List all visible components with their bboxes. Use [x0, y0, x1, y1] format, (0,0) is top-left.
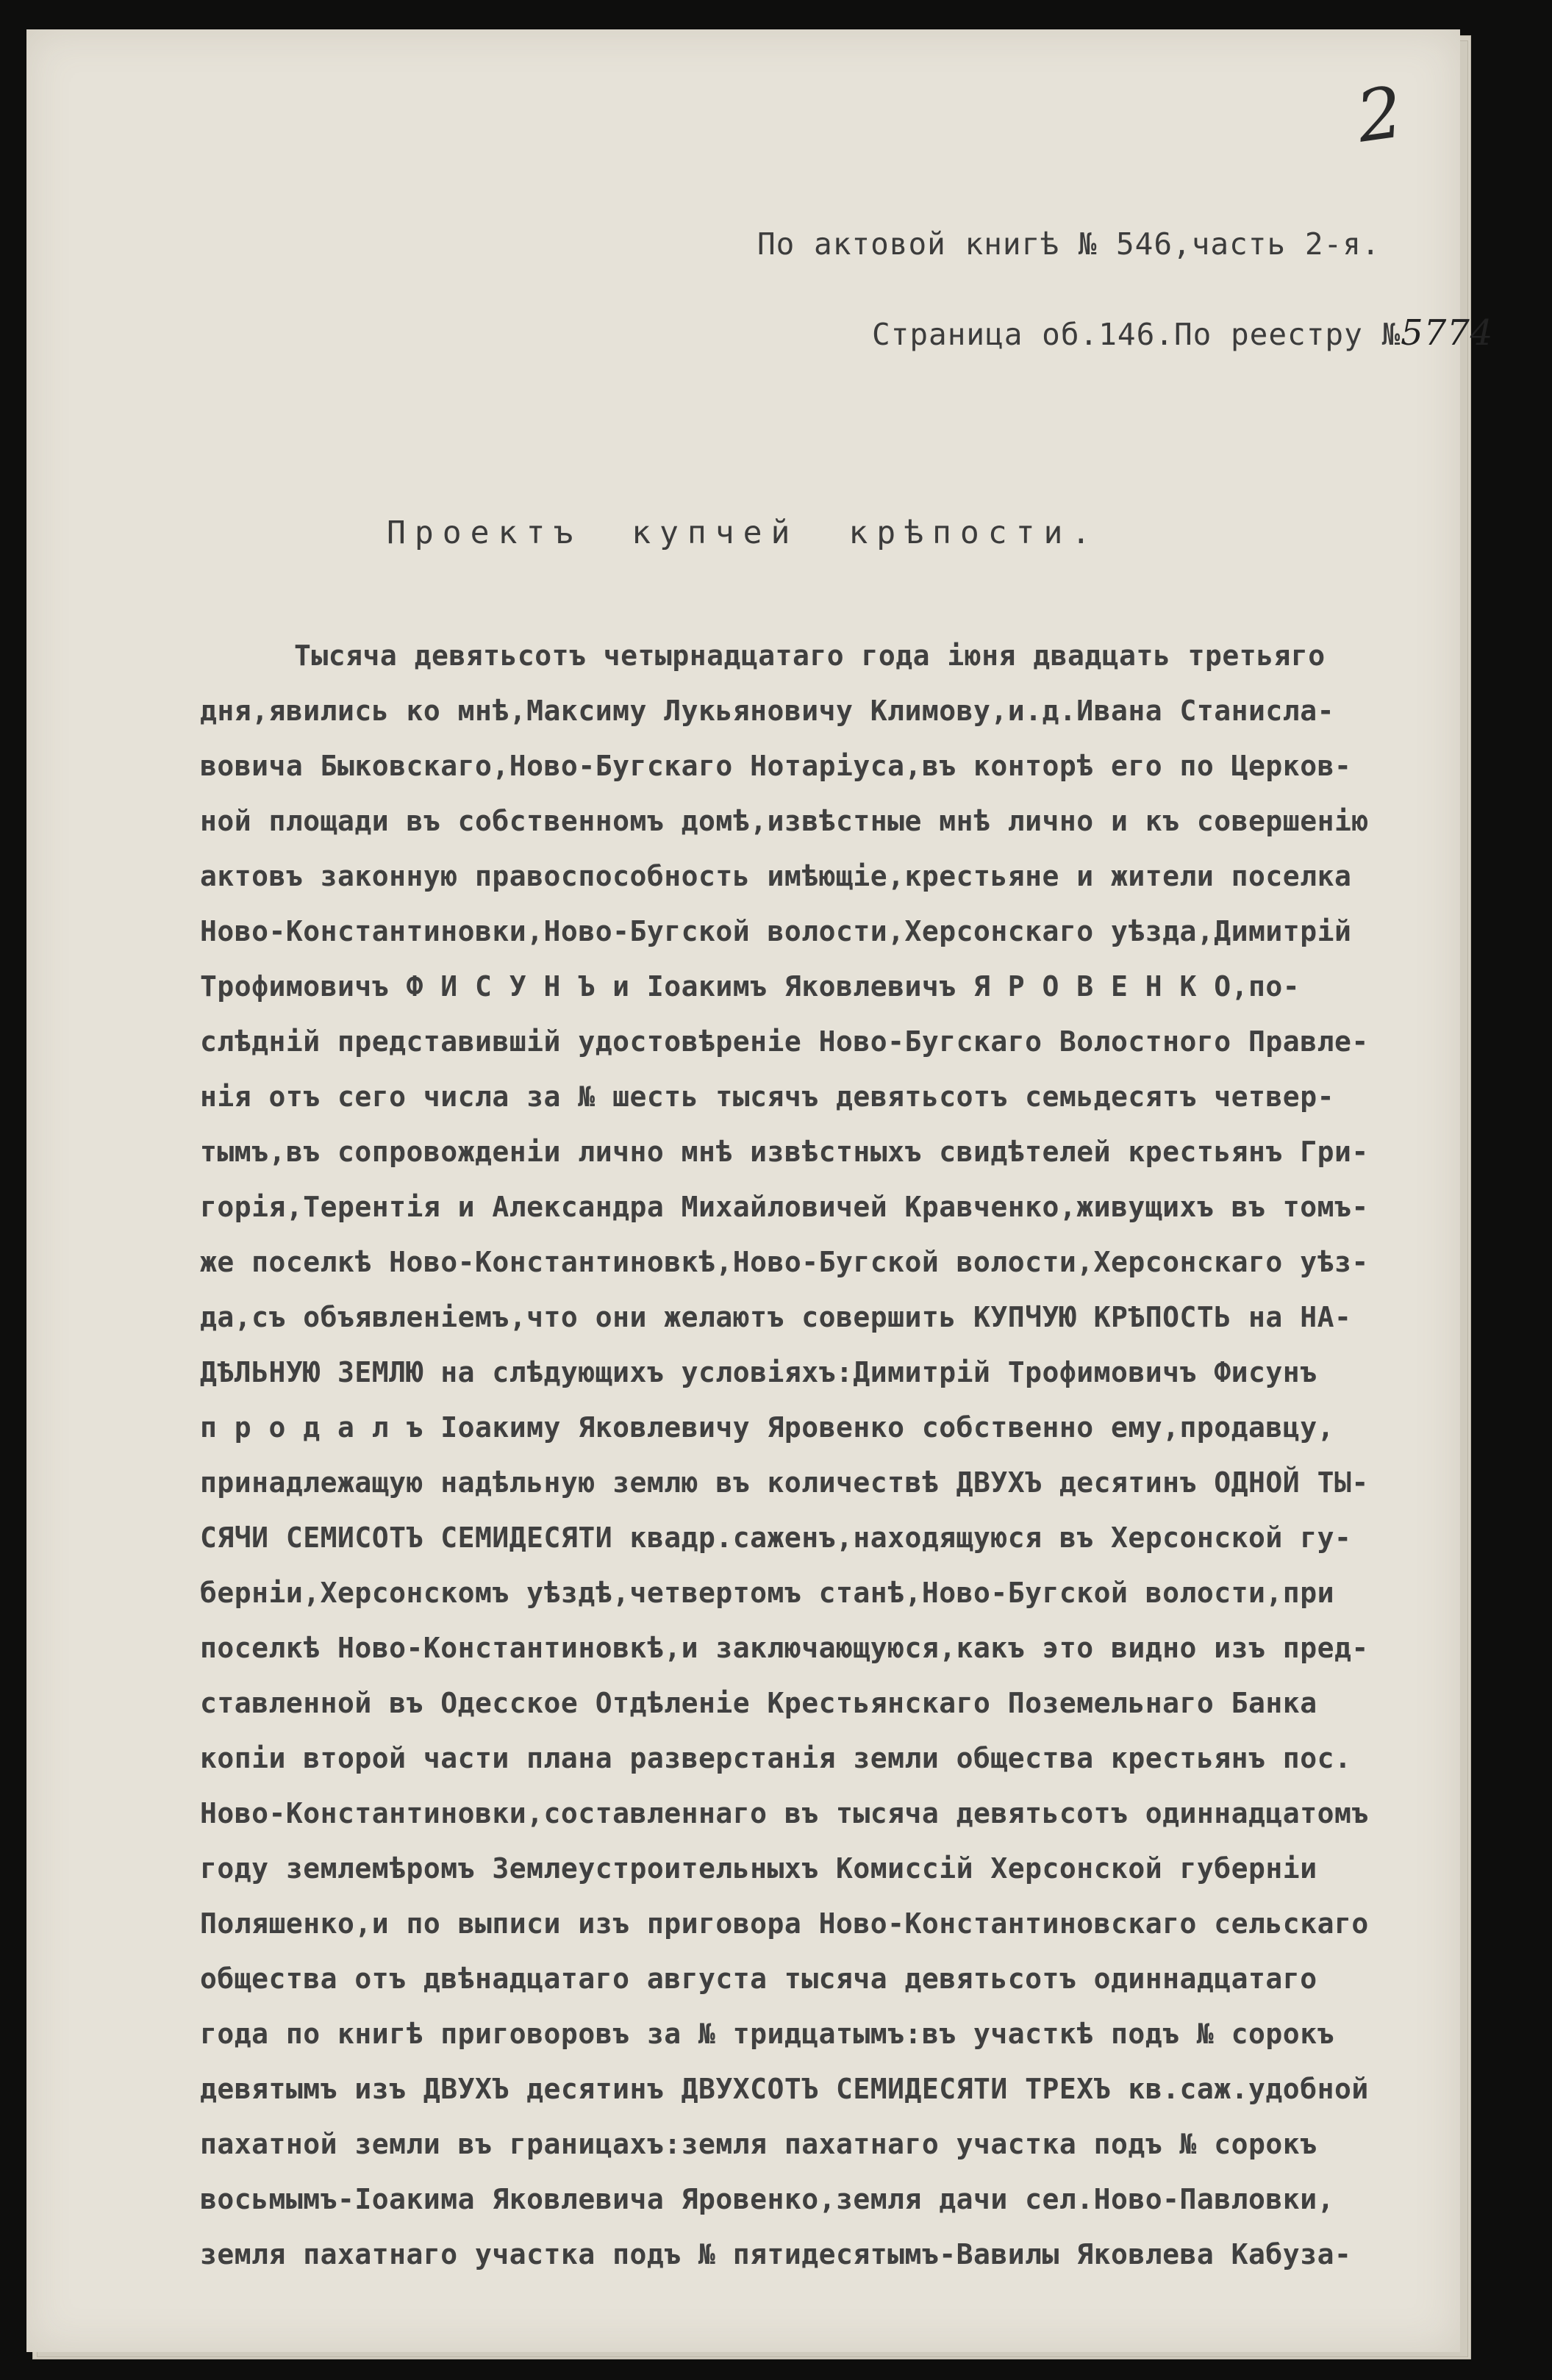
text-line: копiи второй части плана разверстанiя земли общества крестьянъ пос. [200, 1742, 1352, 1774]
handwritten-page-number: 2 [1351, 71, 1408, 159]
text-line: слѣднiй представившiй удостовѣренiе Ново-Бугскаго Волостного Правле- [200, 1025, 1369, 1058]
text-line: Трофимовичъ Ф И С У Н Ъ и Iоакимъ Яковлевичъ Я Р О В Е Н К О,по- [200, 970, 1301, 1003]
text-line: бернiи,Херсонскомъ уѣздѣ,четвертомъ станѣ,Ново-Бугской волости,при [200, 1577, 1334, 1609]
text-line: же поселкѣ Ново-Константиновкѣ,Ново-Бугской волости,Херсонскаго уѣз- [200, 1246, 1369, 1278]
text-line: тымъ,въ сопровожденiи лично мнѣ извѣстныхъ свидѣтелей крестьянъ Гри- [200, 1136, 1369, 1168]
text-line: году землемѣромъ Землеустроительныхъ Комиссiй Херсонской губернiи [200, 1852, 1317, 1885]
register-reference [872, 312, 1493, 354]
text-line: горiя,Терентiя и Александра Михайловичей Кравченко,живущихъ въ томъ- [200, 1191, 1369, 1223]
text-line: Поляшенко,и по выписи изъ приговора Ново-Константиновскаго сельскаго [200, 1907, 1369, 1940]
text-line: да,съ объявленiемъ,что они желаютъ совершить КУПЧУЮ КРѢПОСТЬ на НА- [200, 1301, 1352, 1333]
text-line: общества отъ двѣнадцатаго августа тысяча девятьсотъ одиннадцатаго [200, 1963, 1317, 1995]
text-line: Ново-Константиновки,составленнаго въ тысяча девятьсотъ одиннадцатомъ [200, 1797, 1369, 1829]
text-line: п р о д а л ъ Iоакиму Яковлевичу Яровенко собственно ему,продавцу, [200, 1411, 1334, 1444]
text-line: восьмымъ-Iоакима Яковлевича Яровенко,земля дачи сел.Ново-Павловки, [200, 2183, 1334, 2215]
text-line: поселкѣ Ново-Константиновкѣ,и заключающуюся,какъ это видно изъ пред- [200, 1632, 1369, 1664]
text-line: ной площади въ собственномъ домѣ,извѣстные мнѣ лично и къ совершенiю [200, 805, 1369, 837]
text-line: пахатной земли въ границахъ:земля пахатнаго участка подъ № сорокъ [200, 2128, 1317, 2160]
text-line: Тысяча девятьсотъ четырнадцатаго года iюня двадцать третьяго [294, 639, 1326, 672]
register-label: Страница об.146.По реестру № [872, 317, 1401, 352]
document-title: Проектъ купчей крѣпости. [387, 515, 1100, 551]
text-line: актовъ законную правоспособность имѣющiе,крестьяне и жители поселка [200, 860, 1352, 892]
handwritten-register-number: 5774 [1401, 312, 1494, 354]
text-line: ДѢЛЬНУЮ ЗЕМЛЮ на слѣдующихъ условiяхъ:Димитрiй Трофимовичъ Фисунъ [200, 1356, 1317, 1388]
text-line: принадлежащую надѣльную землю въ количествѣ ДВУХЪ десятинъ ОДНОЙ ТЫ- [200, 1466, 1369, 1499]
text-line: дня,явились ко мнѣ,Максиму Лукьяновичу Климову,и.д.Ивана Станисла- [200, 695, 1334, 727]
document-page [26, 29, 1494, 2352]
text-line: ставленной въ Одесское Отдѣленiе Крестьянскаго Поземельнаго Банка [200, 1687, 1317, 1719]
act-book-reference: По актовой книгѣ № 546,часть 2-я. [757, 226, 1381, 262]
text-line: земля пахатнаго участка подъ № пятидесятымъ-Вавилы Яковлева Кабуза- [200, 2238, 1352, 2270]
text-line: вовича Быковскаго,Ново-Бугскаго Нотарiуса,въ конторѣ его по Церков- [200, 750, 1352, 782]
text-line: нiя отъ сего числа за № шесть тысячъ девятьсотъ семьдесятъ четвер- [200, 1080, 1334, 1113]
text-line: СЯЧИ СЕМИСОТЪ СЕМИДЕСЯТИ квадр.саженъ,находящуюся въ Херсонской гу- [200, 1521, 1352, 1554]
text-line: девятымъ изъ ДВУХЪ десятинъ ДВУХСОТЪ СЕМИДЕСЯТИ ТРЕХЪ кв.саж.удобной [200, 2073, 1369, 2105]
text-line: Ново-Константиновки,Ново-Бугской волости,Херсонскаго уѣзда,Димитрiй [200, 915, 1352, 947]
text-line: года по книгѣ приговоровъ за № тридцатымъ:въ участкѣ подъ № сорокъ [200, 2018, 1334, 2050]
